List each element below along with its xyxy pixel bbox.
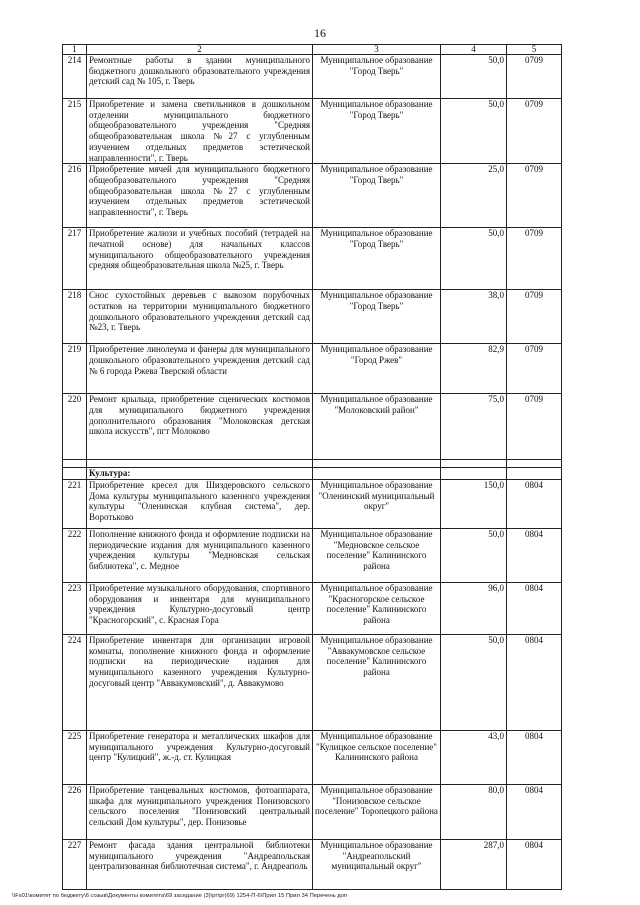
column-header-1: 1 bbox=[63, 45, 87, 55]
row-amount: 50,0 bbox=[441, 99, 507, 164]
row-recipient: Муниципальное образование "Молоковский район" bbox=[313, 394, 441, 460]
section-header-row bbox=[63, 468, 562, 480]
table-row bbox=[63, 582, 562, 634]
row-code: 0709 bbox=[507, 228, 562, 290]
row-description: Приобретение танцевальных костюмов, фотоаппарата, шкафа для муниципального учреждения Понизовского сельского поселения "Понизовский центральный сельский Дом культуры", дер. Понизовье bbox=[87, 784, 313, 839]
row-code: 0804 bbox=[507, 730, 562, 784]
row-code: 0709 bbox=[507, 394, 562, 460]
row-code: 0804 bbox=[507, 528, 562, 582]
file-path-footer: \\Fs01\комитет по бюджету\6 созыв\Документы комитета\69 заседание (3)\рг\рг(69) 1254-П-6\Прил 15 Прил 34 Перечень доп bbox=[12, 893, 348, 899]
row-amount: 25,0 bbox=[441, 164, 507, 228]
column-header-2: 2 bbox=[87, 45, 313, 55]
allocation-table bbox=[62, 44, 562, 890]
row-amount: 287,0 bbox=[441, 839, 507, 889]
row-number: 222 bbox=[63, 528, 87, 582]
spacer-row bbox=[63, 460, 562, 468]
row-description: Ремонт фасада здания центральной библиотеки муниципального учреждения "Андреапольская централизованная библиотечная система", г. Андреаполь bbox=[87, 839, 313, 889]
table-row bbox=[63, 99, 562, 164]
row-description: Приобретение мячей для муниципального бюджетного общеобразовательного учреждения "Средняя общеобразовательная школа №27 с углубленным изучением отдельных предметов эстетической направленности", г. Тверь bbox=[87, 164, 313, 228]
table-row bbox=[63, 394, 562, 460]
row-number: 215 bbox=[63, 99, 87, 164]
row-recipient: Муниципальное образование "Красногорское сельское поселение" Калининского района bbox=[313, 582, 441, 634]
row-description: Приобретение и замена светильников в дошкольном отделении муниципального бюджетного общеобразовательного учреждения "Средняя общеобразовательная школа №27 с углубленным изучением отдельных предметов эстетической направленности", г. Тверь bbox=[87, 99, 313, 164]
row-description: Приобретение музыкального оборудования, спортивного оборудования и инвентаря для муниципального учреждения Культурно-досуговый центр "Красногорский", с. Красная Гора bbox=[87, 582, 313, 634]
row-number: 217 bbox=[63, 228, 87, 290]
row-recipient: Муниципальное образование "Аввакумовское сельское поселение" Калининского района bbox=[313, 634, 441, 730]
column-header-3: 3 bbox=[313, 45, 441, 55]
row-description: Ремонтные работы в здании муниципального бюджетного дошкольного образовательного учреждения детский сад № 105, г. Тверь bbox=[87, 55, 313, 99]
table-row bbox=[63, 730, 562, 784]
row-number: 216 bbox=[63, 164, 87, 228]
row-number: 220 bbox=[63, 394, 87, 460]
row-recipient: Муниципальное образование "Город Тверь" bbox=[313, 164, 441, 228]
row-recipient: Муниципальное образование "Понизовское сельское поселение" Торопецкого района bbox=[313, 784, 441, 839]
row-amount: 50,0 bbox=[441, 634, 507, 730]
row-description: Пополнение книжного фонда и оформление подписки на периодические издания для муниципального казенного учреждения культуры "Медновская сельская библиотека", с. Медное bbox=[87, 528, 313, 582]
row-recipient: Муниципальное образование "Андреапольский муниципальный округ" bbox=[313, 839, 441, 889]
table-row bbox=[63, 228, 562, 290]
page-number: 16 bbox=[314, 26, 326, 40]
column-header-row bbox=[63, 45, 562, 55]
row-code: 0709 bbox=[507, 55, 562, 99]
row-description: Приобретение кресел для Шиздеровского сельского Дома культуры муниципального казенного учреждения культуры "Оленинская клубная система", дер. Воротьково bbox=[87, 479, 313, 528]
row-number: 227 bbox=[63, 839, 87, 889]
table-row bbox=[63, 784, 562, 839]
table-row bbox=[63, 528, 562, 582]
row-description: Приобретение жалюзи и учебных пособий (тетрадей на печатной основе) для начальных классов муниципального общеобразовательного учреждения средняя общеобразовательная школа №25, г. Тверь bbox=[87, 228, 313, 290]
section-title: Культура: bbox=[87, 468, 313, 480]
table-row bbox=[63, 344, 562, 394]
row-number: 219 bbox=[63, 344, 87, 394]
row-amount: 50,0 bbox=[441, 228, 507, 290]
row-amount: 50,0 bbox=[441, 55, 507, 99]
row-recipient: Муниципальное образование "Кулицкое сельское поселение" Калининского района bbox=[313, 730, 441, 784]
column-header-4: 4 bbox=[441, 45, 507, 55]
row-number: 225 bbox=[63, 730, 87, 784]
row-code: 0709 bbox=[507, 290, 562, 344]
row-code: 0804 bbox=[507, 839, 562, 889]
row-number: 218 bbox=[63, 290, 87, 344]
row-code: 0709 bbox=[507, 164, 562, 228]
table-row bbox=[63, 634, 562, 730]
row-code: 0709 bbox=[507, 344, 562, 394]
table-row bbox=[63, 55, 562, 99]
row-description: Снос сухостойных деревьев с вывозом порубочных остатков на территории муниципального бюджетного дошкольного образовательного учреждения детский сад №23, г. Тверь bbox=[87, 290, 313, 344]
table-row bbox=[63, 479, 562, 528]
row-number: 223 bbox=[63, 582, 87, 634]
row-code: 0804 bbox=[507, 784, 562, 839]
row-number: 226 bbox=[63, 784, 87, 839]
row-amount: 43,0 bbox=[441, 730, 507, 784]
row-amount: 96,0 bbox=[441, 582, 507, 634]
row-recipient: Муниципальное образование "Город Ржев" bbox=[313, 344, 441, 394]
row-description: Приобретение генератора и металлических шкафов для муниципального учреждения Культурно-досуговый центр "Кулицкий", ж.-д. ст. Кулицкая bbox=[87, 730, 313, 784]
row-code: 0804 bbox=[507, 582, 562, 634]
row-amount: 75,0 bbox=[441, 394, 507, 460]
row-description: Ремонт крыльца, приобретение сценических костюмов для муниципального бюджетного учреждения дополнительного образования "Молоковская детская школа искусств", пгт Молоково bbox=[87, 394, 313, 460]
row-number: 224 bbox=[63, 634, 87, 730]
row-amount: 82,9 bbox=[441, 344, 507, 394]
table-row bbox=[63, 164, 562, 228]
row-recipient: Муниципальное образование "Город Тверь" bbox=[313, 55, 441, 99]
row-number: 221 bbox=[63, 479, 87, 528]
row-description: Приобретение инвентаря для организации игровой комнаты, пополнение книжного фонда и оформление подписки на периодические издания для муниципального казенного учреждения Культурно-досуговый центр "Аввакумовский", д. Аввакумово bbox=[87, 634, 313, 730]
row-amount: 50,0 bbox=[441, 528, 507, 582]
row-amount: 80,0 bbox=[441, 784, 507, 839]
table-row bbox=[63, 290, 562, 344]
row-code: 0804 bbox=[507, 634, 562, 730]
column-header-5: 5 bbox=[507, 45, 562, 55]
table-row bbox=[63, 839, 562, 889]
row-amount: 38,0 bbox=[441, 290, 507, 344]
row-recipient: Муниципальное образование "Оленинский муниципальный округ" bbox=[313, 479, 441, 528]
row-recipient: Муниципальное образование "Медновское сельское поселение" Калининского района bbox=[313, 528, 441, 582]
row-code: 0804 bbox=[507, 479, 562, 528]
row-number: 214 bbox=[63, 55, 87, 99]
row-code: 0709 bbox=[507, 99, 562, 164]
row-recipient: Муниципальное образование "Город Тверь" bbox=[313, 228, 441, 290]
row-recipient: Муниципальное образование "Город Тверь" bbox=[313, 99, 441, 164]
row-amount: 150,0 bbox=[441, 479, 507, 528]
row-recipient: Муниципальное образование "Город Тверь" bbox=[313, 290, 441, 344]
row-description: Приобретение линолеума и фанеры для муниципального дошкольного образовательного учреждения детский сад № 6 города Ржева Тверской области bbox=[87, 344, 313, 394]
